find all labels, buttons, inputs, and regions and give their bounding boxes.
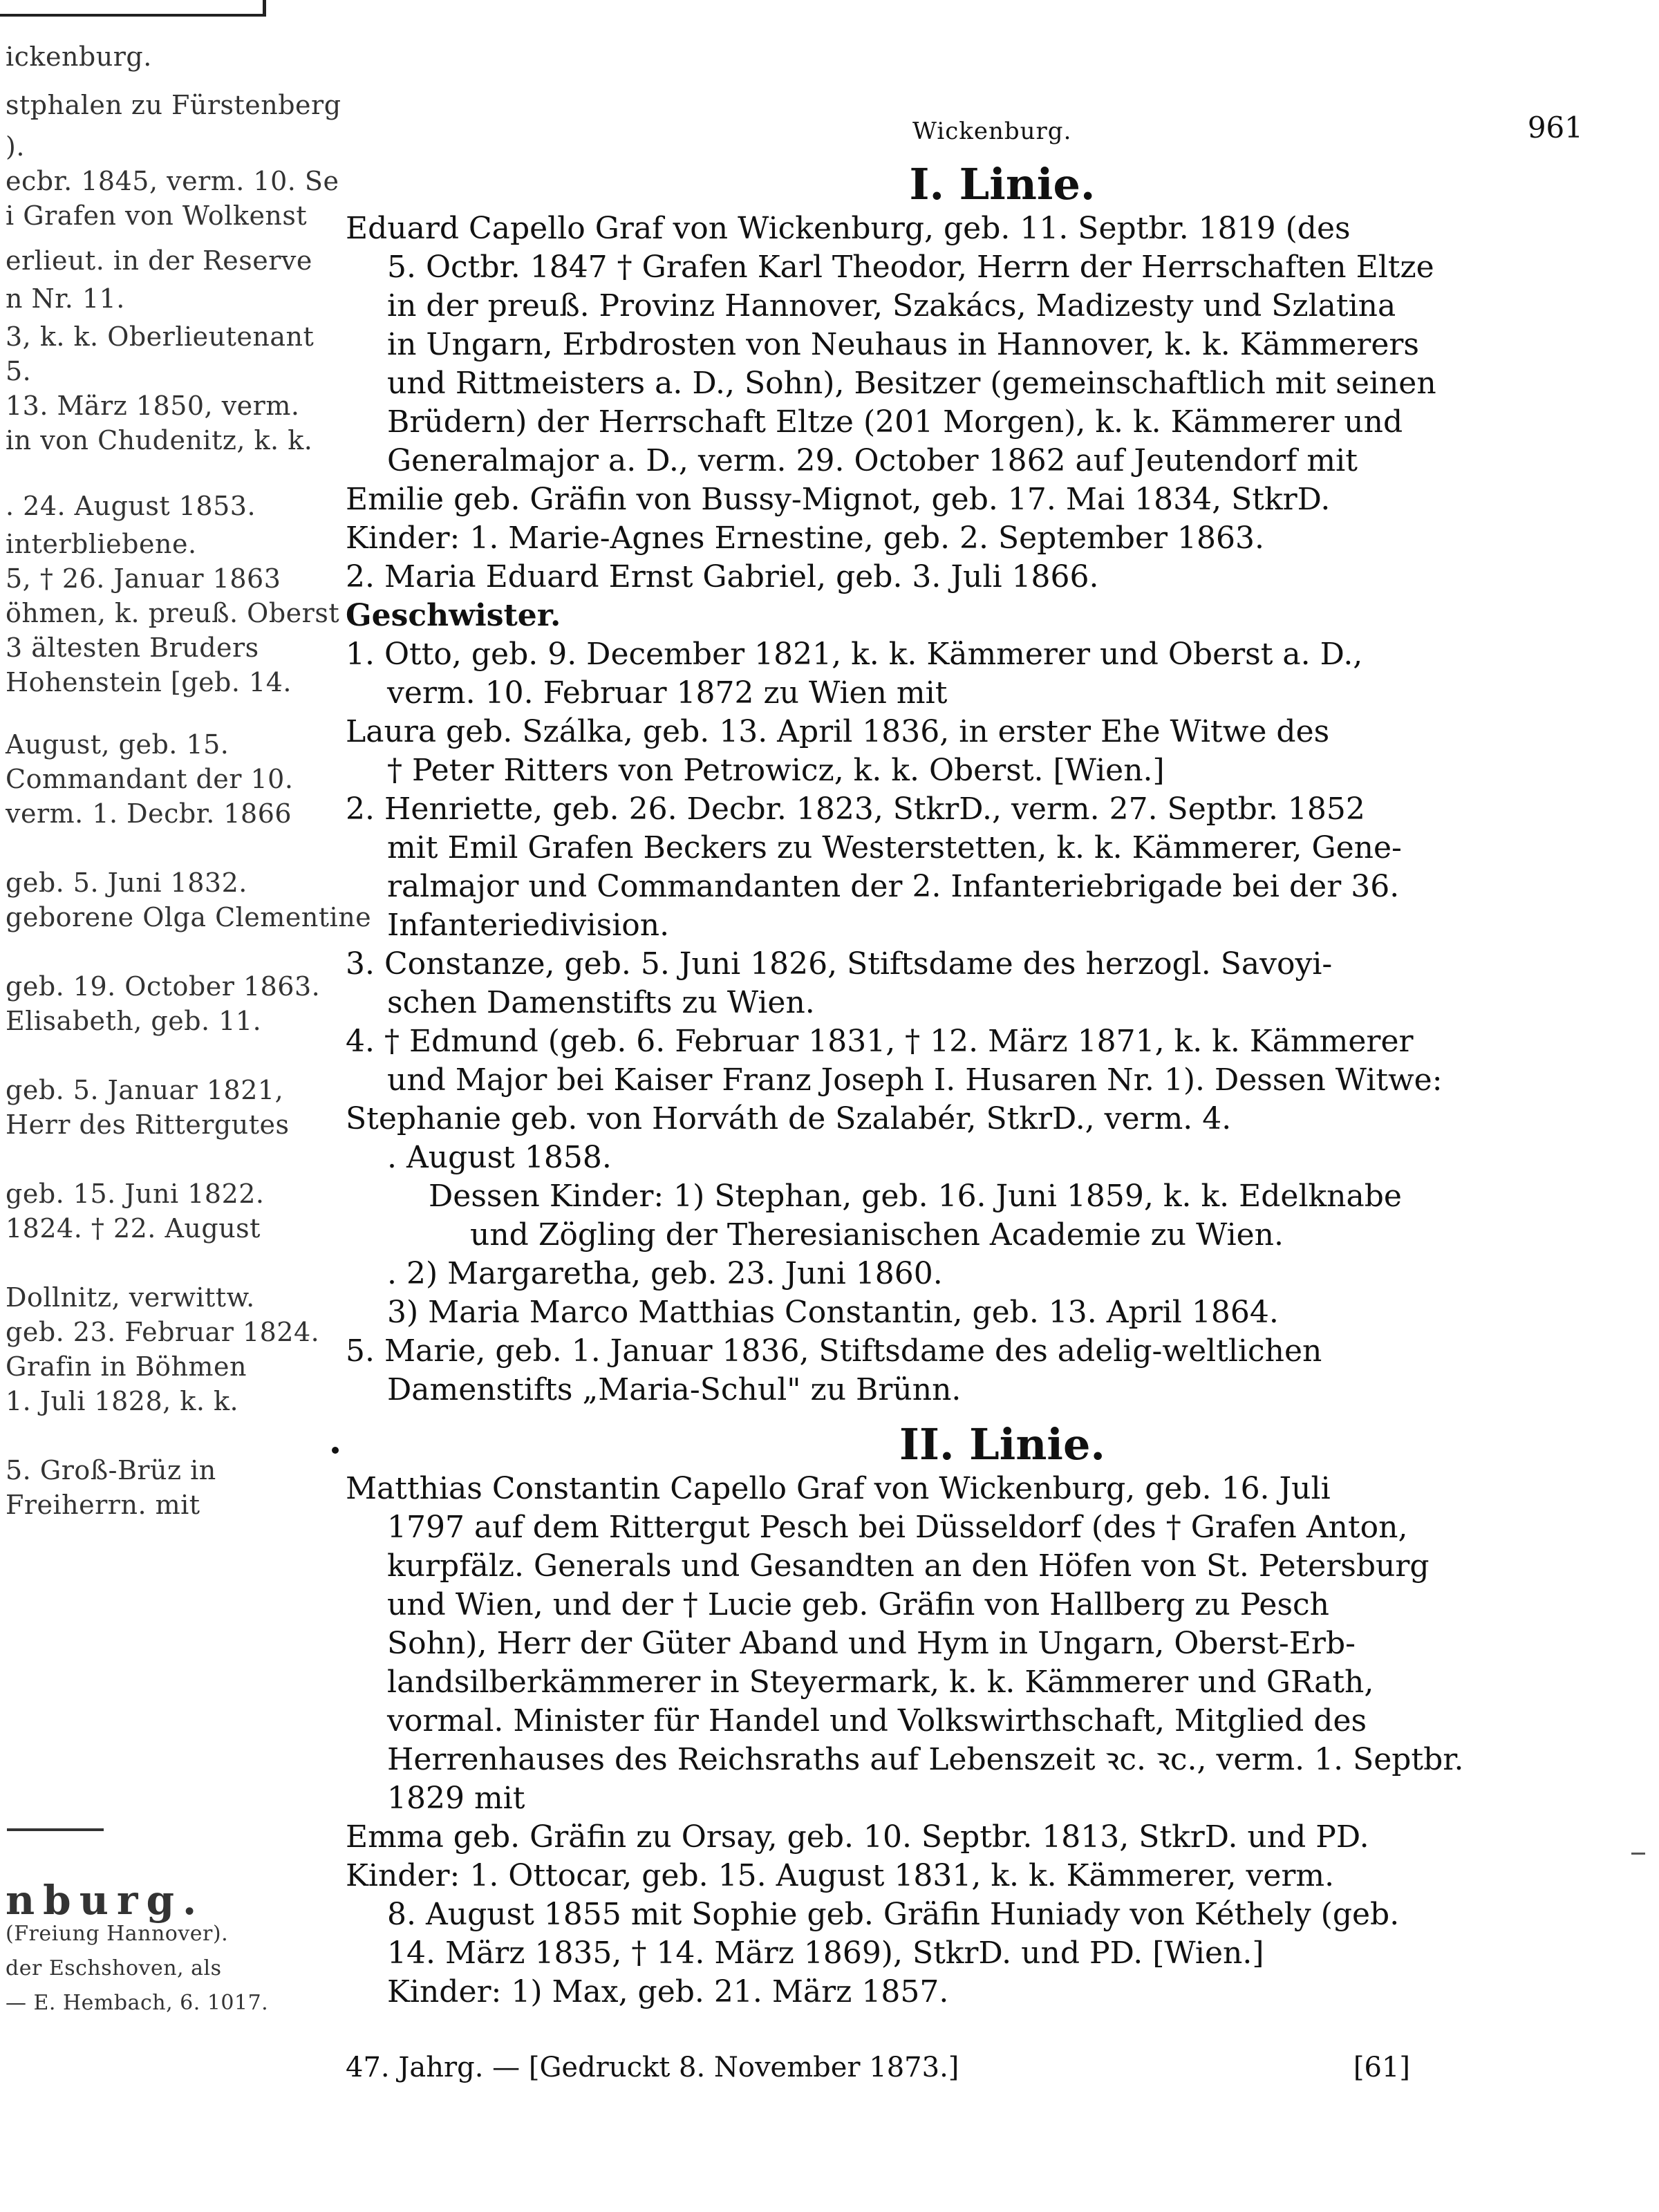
- page-footer: [346, 2052, 1410, 2083]
- section-body: [346, 1470, 1576, 2012]
- text-line: 2. Maria Eduard Ernst Gabriel, geb. 3. Juli 1866.: [346, 559, 1099, 594]
- print-note: 47. Jahrg. — [Gedruckt 8. November 1873.]: [346, 2052, 959, 2083]
- fragment-line: i Grafen von Wolkenst: [6, 200, 308, 231]
- fragment-line: geb. 15. Juni 1822.: [6, 1179, 265, 1209]
- fragment-line: ecbr. 1845, verm. 10. Se: [6, 166, 339, 196]
- fragment-line: n Nr. 11.: [6, 283, 125, 314]
- text-line: Emma geb. Gräfin zu Orsay, geb. 10. Septbr. 1813, StkrD. und PD.: [346, 1819, 1369, 1855]
- section-divider-rule: [7, 1828, 104, 1831]
- fragment-line: . 24. August 1853.: [6, 491, 256, 521]
- fragment-line: Freiherrn. mit: [6, 1490, 200, 1520]
- text-line: 14. März 1835, † 14. März 1869), StkrD. und PD. [Wien.]: [387, 1936, 1264, 1971]
- text-line: Kinder: 1. Marie-Agnes Ernestine, geb. 2. September 1863.: [346, 521, 1264, 556]
- text-line: schen Damenstifts zu Wien.: [387, 985, 815, 1020]
- text-line: 4. † Edmund (geb. 6. Februar 1831, † 12. März 1871, k. k. Kämmerer: [346, 1024, 1414, 1059]
- fragment-line: Hohenstein [geb. 14.: [6, 667, 292, 697]
- text-line: . 2) Margaretha, geb. 23. Juni 1860.: [387, 1256, 943, 1291]
- text-line: Kinder: 1) Max, geb. 21. März 1857.: [387, 1974, 949, 2009]
- previous-page-fragment: [0, 0, 372, 2212]
- fragment-line: Elisabeth, geb. 11.: [6, 1006, 262, 1036]
- page-number: 961: [1527, 111, 1583, 144]
- text-line: Generalmajor a. D., verm. 29. October 1862 auf Jeutendorf mit: [387, 443, 1358, 478]
- text-line: und Zögling der Theresianischen Academie zu Wien.: [470, 1217, 1284, 1253]
- text-line: landsilberkämmerer in Steyermark, k. k. Kämmerer und GRath,: [387, 1665, 1374, 1700]
- fragment-line: 5.: [6, 356, 32, 386]
- text-line: Matthias Constantin Capello Graf von Wickenburg, geb. 16. Juli: [346, 1471, 1331, 1506]
- text-line: 5. Octbr. 1847 † Grafen Karl Theodor, Herrn der Herrschaften Eltze: [387, 250, 1434, 285]
- fragment-line: interbliebene.: [6, 529, 197, 559]
- text-line: Laura geb. Szálka, geb. 13. April 1836, in erster Ehe Witwe des: [346, 714, 1330, 749]
- signature-mark: [61]: [1353, 2052, 1410, 2083]
- text-line: 3) Maria Marco Matthias Constantin, geb. 13. April 1864.: [387, 1295, 1279, 1330]
- text-line: mit Emil Grafen Beckers zu Westerstetten, k. k. Kämmerer, Gene-: [387, 830, 1402, 865]
- text-line: 1797 auf dem Rittergut Pesch bei Düsseldorf (des † Grafen Anton,: [387, 1510, 1408, 1545]
- page-header: [346, 104, 1583, 159]
- text-line: 5. Marie, geb. 1. Januar 1836, Stiftsdame des adelig-weltlichen: [346, 1333, 1322, 1369]
- text-line: Geschwister.: [346, 598, 561, 633]
- text-line: Eduard Capello Graf von Wickenburg, geb. 11. Septbr. 1819 (des: [346, 211, 1351, 246]
- text-line: und Rittmeisters a. D., Sohn), Besitzer (gemeinschaftlich mit seinen: [387, 366, 1436, 401]
- fragment-line: 3, k. k. Oberlieutenant: [6, 321, 315, 352]
- fragment-line: 3 ältesten Bruders: [6, 632, 259, 663]
- text-line: 1. Otto, geb. 9. December 1821, k. k. Kämmerer und Oberst a. D.,: [346, 637, 1363, 672]
- text-line: Kinder: 1. Ottocar, geb. 15. August 1831, k. k. Kämmerer, verm.: [346, 1858, 1335, 1893]
- text-line: Damenstifts „Maria-Schul" zu Brünn.: [387, 1372, 962, 1407]
- fragment-line: der Eschshoven, als: [6, 1956, 222, 1980]
- fragment-line: geborene Olga Clementine: [6, 902, 372, 932]
- fragment-line: stphalen zu Fürstenberg: [6, 90, 341, 120]
- text-line: und Major bei Kaiser Franz Joseph I. Husaren Nr. 1). Dessen Witwe:: [387, 1062, 1443, 1098]
- text-line: 2. Henriette, geb. 26. Decbr. 1823, StkrD., verm. 27. Septbr. 1852: [346, 791, 1365, 827]
- running-title: Wickenburg.: [912, 118, 1072, 145]
- fragment-line: erlieut. in der Reserve: [6, 245, 312, 276]
- text-line: 8. August 1855 mit Sophie geb. Gräfin Huniady von Kéthely (geb.: [387, 1897, 1400, 1932]
- section-body: [346, 209, 1576, 1409]
- text-line: Herrenhauses des Reichsraths auf Lebenszeit ꝛc. ꝛc., verm. 1. Septbr.: [387, 1742, 1464, 1777]
- fragment-line: Grafin in Böhmen: [6, 1351, 247, 1382]
- fragment-line: Herr des Rittergutes: [6, 1109, 290, 1140]
- text-line: in Ungarn, Erbdrosten von Neuhaus in Hannover, k. k. Kämmerers: [387, 327, 1419, 362]
- text-line: . August 1858.: [387, 1140, 612, 1175]
- text-line: Brüdern) der Herrschaft Eltze (201 Morgen), k. k. Kämmerer und: [387, 404, 1403, 440]
- frame-corner-rule: [0, 0, 266, 17]
- text-line: Sohn), Herr der Güter Aband und Hym in Ungarn, Oberst-Erb-: [387, 1626, 1356, 1661]
- text-line: Dessen Kinder: 1) Stephan, geb. 16. Juni 1859, k. k. Edelknabe: [429, 1179, 1402, 1214]
- text-line: verm. 10. Februar 1872 zu Wien mit: [387, 675, 948, 711]
- fragment-line: verm. 1. Decbr. 1866: [6, 798, 292, 829]
- fragment-line: (Freiung Hannover).: [6, 1922, 229, 1946]
- section-title: I. Linie.: [909, 159, 1096, 209]
- fragment-line: öhmen, k. preuß. Oberst: [6, 598, 340, 628]
- fragment-line: 1. Juli 1828, k. k.: [6, 1386, 239, 1416]
- fragment-line: 5, † 26. Januar 1863: [6, 563, 281, 594]
- text-line: kurpfälz. Generals und Gesandten an den Höfen von St. Petersburg: [387, 1548, 1430, 1584]
- edge-mark: [1631, 1853, 1645, 1855]
- text-line: Emilie geb. Gräfin von Bussy-Mignot, geb. 17. Mai 1834, StkrD.: [346, 482, 1331, 517]
- text-line: und Wien, und der † Lucie geb. Gräfin von Hallberg zu Pesch: [387, 1587, 1330, 1622]
- fragment-line: geb. 5. Januar 1821,: [6, 1075, 284, 1105]
- text-line: Infanteriedivision.: [387, 908, 670, 943]
- fragment-line: August, geb. 15.: [6, 729, 229, 760]
- fragment-line: geb. 5. Juni 1832.: [6, 868, 247, 898]
- text-line: † Peter Ritters von Petrowicz, k. k. Oberst. [Wien.]: [387, 753, 1165, 788]
- fragment-line: geb. 19. October 1863.: [6, 971, 321, 1002]
- text-line: vormal. Minister für Handel und Volkswirthschaft, Mitglied des: [387, 1703, 1367, 1738]
- section-second-line: [346, 1419, 1576, 2012]
- fragment-line: nburg.: [6, 1877, 205, 1924]
- fragment-line: 5. Groß-Brüz in: [6, 1455, 216, 1485]
- fragment-line: in von Chudenitz, k. k.: [6, 425, 313, 456]
- section-title: II. Linie.: [899, 1419, 1105, 1470]
- page: [346, 104, 1583, 2012]
- fragment-line: — E. Hembach, 6. 1017.: [6, 1991, 269, 2015]
- fragment-line: 13. März 1850, verm.: [6, 391, 300, 421]
- fragment-line: ).: [6, 131, 25, 162]
- bullet-mark: [332, 1447, 339, 1454]
- text-line: in der preuß. Provinz Hannover, Szakács, Madizesty und Szlatina: [387, 288, 1396, 324]
- text-line: 3. Constanze, geb. 5. Juni 1826, Stiftsdame des herzogl. Savoyi-: [346, 946, 1333, 982]
- fragment-line: ickenburg.: [6, 41, 152, 72]
- section-first-line: [346, 159, 1576, 1409]
- text-line: 1829 mit: [387, 1781, 525, 1816]
- fragment-line: Commandant der 10.: [6, 764, 294, 794]
- fragment-line: geb. 23. Februar 1824.: [6, 1317, 320, 1347]
- fragment-line: 1824. † 22. August: [6, 1213, 261, 1244]
- text-line: ralmajor und Commandanten der 2. Infanteriebrigade bei der 36.: [387, 869, 1400, 904]
- text-line: Stephanie geb. von Horváth de Szalabér, StkrD., verm. 4.: [346, 1101, 1232, 1136]
- fragment-line: Dollnitz, verwittw.: [6, 1282, 255, 1313]
